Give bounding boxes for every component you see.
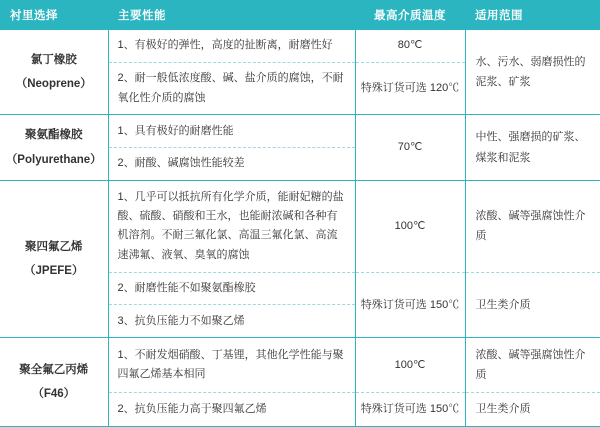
table-header xyxy=(0,0,600,30)
temperature-cell: 70℃ xyxy=(355,115,465,181)
lining-name-line2: （JPEFE） xyxy=(24,265,84,278)
temperature-cell xyxy=(355,62,465,114)
table-row xyxy=(0,115,600,148)
temperature-cell: 100℃ xyxy=(355,338,465,393)
lining-name-cell xyxy=(0,338,108,427)
performance-cell: 1、不耐发烟硝酸、丁基锂，其他化学性能与聚四氟乙烯基本相同 xyxy=(108,338,355,393)
temperature-cell: 80℃ xyxy=(355,30,465,62)
header-application-range: 适用范围 xyxy=(465,0,600,30)
temperature-cell xyxy=(355,272,465,338)
header-row xyxy=(0,0,600,30)
performance-cell: 2、耐一般低浓度酸、碱、盐介质的腐蚀，不耐氧化性介质的腐蚀 xyxy=(108,62,355,114)
performance-cell: 1、有极好的弹性，高度的扯断离，耐磨性好 xyxy=(108,30,355,62)
temperature-special-order: 特殊订货可选 xyxy=(360,403,427,416)
lining-name-cell xyxy=(0,115,108,181)
temperature-value: 120℃ xyxy=(429,82,460,95)
performance-cell: 2、抗负压能力高于聚四氟乙烯 xyxy=(108,392,355,426)
lining-name-line1: 聚全氟乙丙烯 xyxy=(19,364,89,377)
temperature-value: 150℃ xyxy=(429,403,460,416)
lining-name-line1: 聚氨酯橡胶 xyxy=(25,129,83,142)
lining-name-line2: （Polyurethane） xyxy=(5,153,102,166)
header-lining-selection: 衬里选择 xyxy=(0,0,108,30)
temperature-value: 150℃ xyxy=(429,298,460,311)
range-cell: 浓酸、碱等强腐蚀性介质 xyxy=(465,338,600,393)
lining-name-cell xyxy=(0,30,108,115)
temperature-special-order: 特殊订货可选 xyxy=(360,298,427,311)
performance-cell: 2、耐磨性能不如聚氨酯橡胶 xyxy=(108,272,355,305)
table-row xyxy=(0,180,600,272)
performance-cell: 2、耐酸、碱腐蚀性能较差 xyxy=(108,148,355,181)
range-cell: 卫生类介质 xyxy=(465,272,600,338)
temperature-cell xyxy=(355,392,465,426)
range-cell: 中性、强磨损的矿浆、煤浆和泥浆 xyxy=(465,115,600,181)
lining-name-line1: 聚四氟乙烯 xyxy=(25,241,83,253)
performance-cell: 1、几乎可以抵抗所有化学介质，能耐妃糖的盐酸、硫酸、硝酸和王水，也能耐浓碱和各种有机溶剂。不耐三氟化氯、高温三氟化氯、高流速沸氟、液氧、臭氧的腐蚀 xyxy=(108,180,355,272)
performance-cell: 3、抗负压能力不如聚乙烯 xyxy=(108,305,355,338)
range-cell: 卫生类介质 xyxy=(465,392,600,426)
temperature-special-order: 特殊订货可选 xyxy=(360,82,427,95)
range-cell: 水、污水、弱磨损性的泥浆、矿浆 xyxy=(465,30,600,115)
table-row xyxy=(0,338,600,393)
performance-cell: 1、具有极好的耐磨性能 xyxy=(108,115,355,148)
range-cell: 浓酸、碱等强腐蚀性介质 xyxy=(465,180,600,272)
header-main-performance: 主要性能 xyxy=(108,0,355,30)
header-max-temperature: 最高介质温度 xyxy=(355,0,465,30)
table-row xyxy=(0,30,600,62)
lining-name-line1: 氯丁橡胶 xyxy=(30,54,77,66)
lining-name-line2: （Neoprene） xyxy=(15,78,92,91)
table-body xyxy=(0,30,600,427)
lining-name-line2: （F46） xyxy=(32,388,76,401)
lining-name-cell xyxy=(0,180,108,337)
temperature-cell: 100℃ xyxy=(355,180,465,272)
